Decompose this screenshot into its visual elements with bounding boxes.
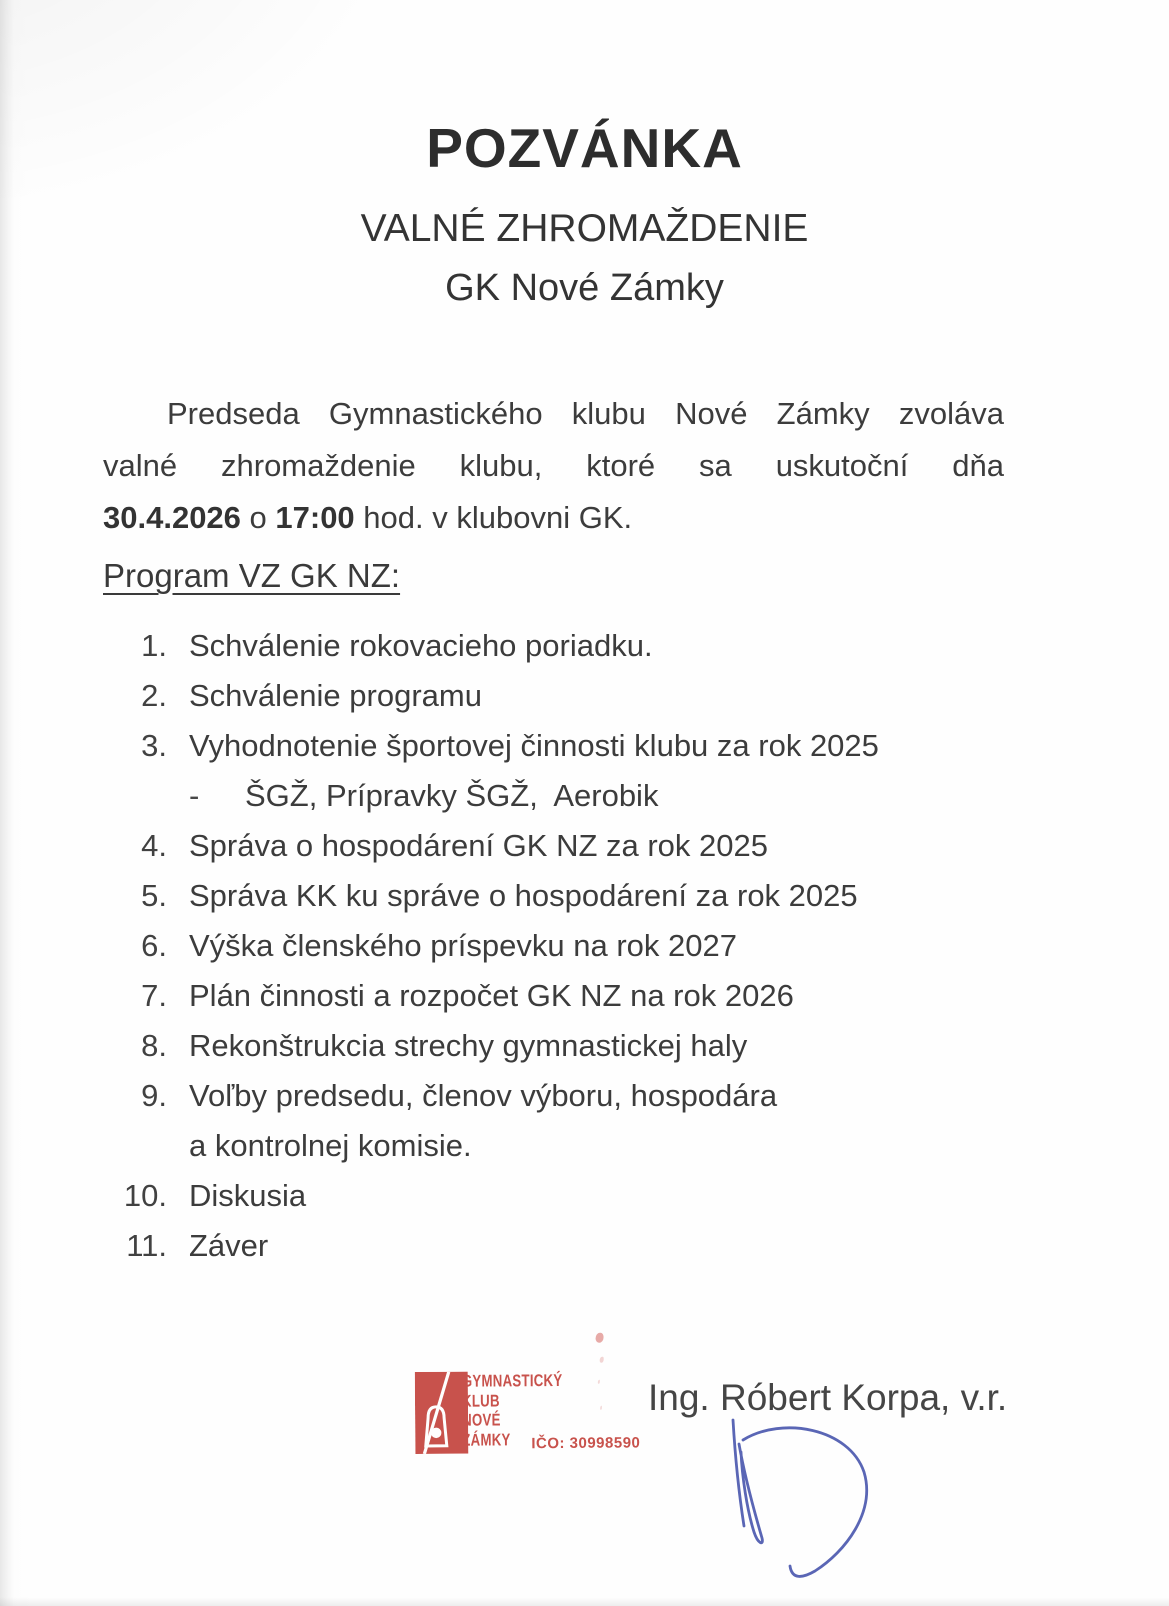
item-text: Schválenie programu: [189, 678, 482, 713]
item-text: Správa KK ku správe o hospodárení za rok 2025: [189, 878, 858, 913]
item-number: 11.: [126, 1228, 167, 1263]
intro-connector: o: [240, 500, 276, 535]
item-number: 8.: [141, 1028, 167, 1063]
stamp-line-2: KLUB: [461, 1390, 500, 1411]
document-subtitle: VALNÉ ZHROMAŽDENIE: [360, 207, 809, 250]
agenda-item-1: [103, 621, 1063, 671]
agenda-item-11: [103, 1221, 1063, 1271]
item-number: 7.: [141, 978, 167, 1013]
agenda-item-7: [103, 971, 1063, 1021]
item-number: 4.: [141, 828, 167, 863]
item-text: Schválenie rokovacieho poriadku.: [189, 628, 653, 663]
scan-bottom-edge: [0, 1597, 1169, 1606]
item-number-empty: [103, 771, 189, 821]
stamp-ink-speck: [596, 1333, 604, 1343]
intro-line-1: Predseda Gymnastického klubu Nové Zámky zvoláva: [167, 396, 1004, 431]
organization-name: GK Nové Zámky: [445, 267, 724, 309]
agenda-item-5: [103, 871, 1063, 921]
item-number: 2.: [141, 678, 167, 713]
agenda-item-8: [103, 1021, 1063, 1071]
item-text: Diskusia: [189, 1178, 307, 1213]
signature-handwriting: [697, 1414, 882, 1594]
document-title: POZVÁNKA: [426, 117, 743, 179]
agenda-item-9-continuation: [103, 1121, 1063, 1171]
item-number: 10.: [123, 1178, 167, 1213]
club-logo-stamp-icon: [415, 1372, 469, 1454]
item-text: Výška členského príspevku na rok 2027: [189, 928, 737, 963]
signatory-name: Ing. Róbert Korpa, v.r.: [648, 1377, 1008, 1418]
item-text: Rekonštrukcia strechy gymnastickej haly: [189, 1028, 748, 1063]
item-number: 6.: [141, 928, 167, 963]
item-number-empty: [103, 1121, 189, 1171]
agenda-item-10: [103, 1171, 1063, 1221]
agenda-item-4: [103, 821, 1063, 871]
item-text: Plán činnosti a rozpočet GK NZ na rok 2026: [189, 978, 794, 1013]
agenda-item-3: [103, 721, 1063, 771]
agenda-list: [103, 621, 1063, 1271]
sub-item-dash: -: [189, 778, 200, 813]
item-text-continuation: a kontrolnej komisie.: [189, 1128, 472, 1163]
intro-paragraph: [103, 388, 1004, 544]
item-number: 5.: [141, 878, 167, 913]
item-number: 3.: [141, 728, 167, 763]
item-text: Voľby predsedu, členov výboru, hospodára: [189, 1078, 778, 1113]
stamp-line-3: NOVÉ: [462, 1410, 501, 1430]
item-text: Záver: [189, 1228, 269, 1263]
stamp-line-4: ZÁMKY: [462, 1429, 511, 1450]
meeting-time: 17:00: [275, 500, 355, 535]
sub-item-text: ŠGŽ, Prípravky ŠGŽ, Aerobik: [245, 778, 659, 813]
agenda-item-9: [103, 1071, 1063, 1121]
intro-line-2: valné zhromaždenie klubu, ktoré sa uskutoční dňa: [103, 448, 1004, 483]
agenda-item-3-sub: [103, 771, 1063, 821]
stamp-line-1: GYMNASTICKÝ: [461, 1370, 563, 1391]
intro-line-3: [103, 492, 1004, 544]
agenda-item-2: [103, 671, 1063, 721]
meeting-date: 30.4.2026: [103, 500, 241, 535]
stamp-ico-number: IČO: 30998590: [531, 1434, 641, 1453]
item-text: Vyhodnotenie športovej činnosti klubu za rok 2025: [189, 728, 879, 763]
program-heading: Program VZ GK NZ:: [103, 557, 401, 594]
item-number: 9.: [141, 1078, 167, 1113]
item-number: 1.: [141, 628, 167, 663]
intro-tail: hod. v klubovni GK.: [354, 500, 633, 535]
item-text: Správa o hospodárení GK NZ za rok 2025: [189, 828, 768, 863]
title-block: [0, 116, 1169, 311]
agenda-item-6: [103, 921, 1063, 971]
